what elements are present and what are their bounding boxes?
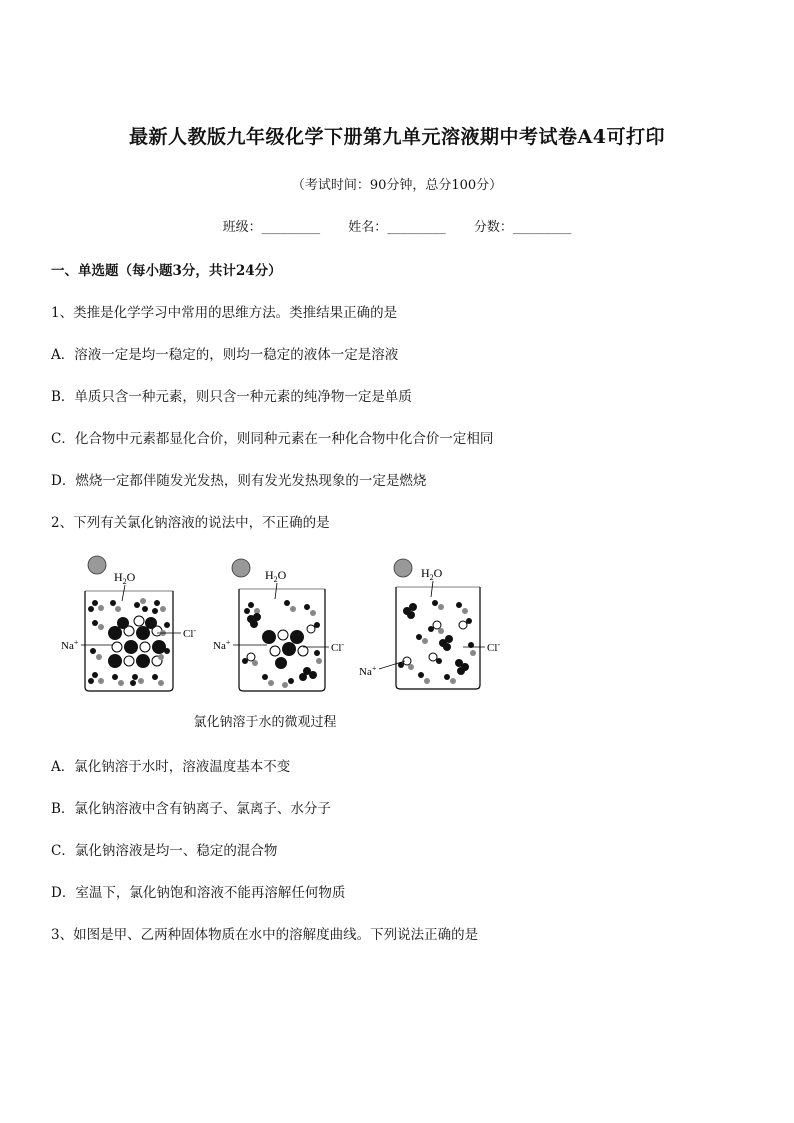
class-field: 班级：_________	[222, 220, 321, 235]
svg-text:H2O: $H_2O$	[421, 566, 443, 582]
question-2-option-b: B．氯化钠溶液中含有钠离子、氯离子、水分子	[51, 801, 331, 817]
nacl-dissolving-figure	[55, 553, 515, 698]
svg-text:Na+: Na+	[359, 664, 377, 678]
svg-text:H2O: $H_2O$	[114, 570, 136, 586]
svg-text:H2O: $H_2O$	[265, 568, 287, 584]
svg-text:Cl-: Cl-	[487, 640, 501, 654]
student-info-row	[0, 216, 794, 235]
name-field: 姓名：_________	[348, 220, 446, 235]
page-title: 最新人教版九年级化学下册第九单元溶液期中考试卷A4可打印	[129, 126, 665, 148]
question-2-stem: 2、下列有关氯化钠溶液的说法中，不正确的是	[51, 515, 330, 531]
question-1-option-c: C．化合物中元素都显化合价，则同种元素在一种化合物中化合价一定相同	[51, 431, 494, 447]
question-1-stem: 1、类推是化学学习中常用的思维方法。类推结果正确的是	[51, 305, 398, 321]
section-heading: 一、单选题（每小题3分，共计24分）	[51, 263, 282, 279]
question-3-stem: 3、如图是甲、乙两种固体物质在水中的溶解度曲线。下列说法正确的是	[51, 927, 479, 943]
question-1-option-a: A．溶液一定是均一稳定的，则均一稳定的液体一定是溶液	[51, 347, 399, 363]
beaker-3	[359, 559, 500, 689]
question-2-option-a: A．氯化钠溶于水时，溶液温度基本不变	[51, 759, 291, 775]
question-1-option-d: D．燃烧一定都伴随发光发热，则有发光发热现象的一定是燃烧	[51, 473, 427, 489]
question-1-option-b: B．单质只含一种元素，则只含一种元素的纯净物一定是单质	[51, 389, 412, 405]
beaker-2	[213, 559, 344, 691]
figure-caption: 氯化钠溶于水的微观过程	[193, 715, 337, 730]
svg-text:Cl-: Cl-	[183, 626, 197, 640]
score-field: 分数：_________	[473, 220, 572, 235]
question-2-option-c: C．氯化钠溶液是均一、稳定的混合物	[51, 843, 278, 859]
svg-text:Na+: Na+	[213, 638, 231, 652]
exam-duration: （考试时间：90分钟，总分100分）	[291, 178, 503, 193]
svg-text:Cl-: Cl-	[331, 640, 345, 654]
svg-text:Na+: Na+	[61, 638, 79, 652]
question-2-option-d: D．室温下，氯化钠饱和溶液不能再溶解任何物质	[51, 885, 346, 901]
beaker-1	[61, 556, 196, 691]
